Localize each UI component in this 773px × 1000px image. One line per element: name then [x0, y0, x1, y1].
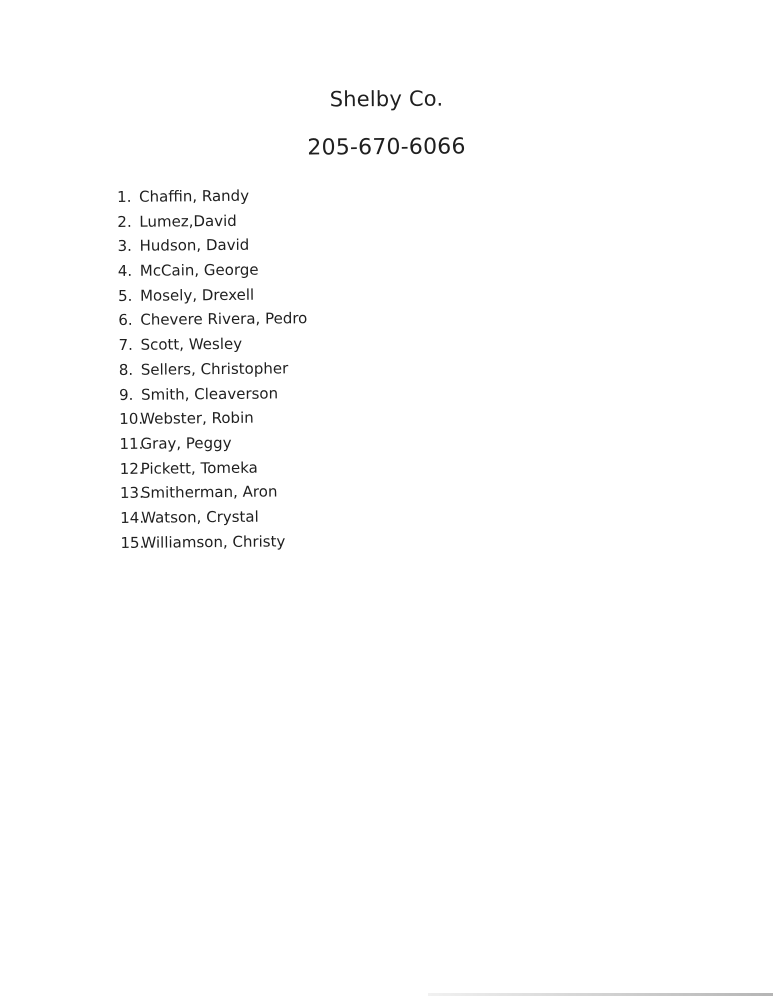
- list-item: [117, 233, 306, 260]
- list-item: [118, 331, 307, 358]
- list-item: [118, 282, 307, 309]
- person-name: Hudson, David: [139, 236, 250, 256]
- person-name: Webster, Robin: [140, 408, 254, 428]
- list-item: [120, 455, 309, 482]
- person-name: Lumez,David: [139, 211, 237, 231]
- list-number: 12.: [119, 459, 144, 478]
- list-number: 14.: [120, 508, 145, 527]
- person-name: Williamson, Christy: [141, 532, 286, 552]
- names-list: [117, 183, 310, 555]
- list-number: 7.: [118, 335, 133, 355]
- list-number: 5.: [117, 286, 133, 305]
- list-number: 3.: [117, 237, 132, 256]
- person-name: Scott, Wesley: [140, 334, 243, 354]
- list-item: [117, 208, 306, 235]
- list-item: [119, 381, 308, 408]
- person-name: Chaffin, Randy: [139, 186, 250, 206]
- list-number: 6.: [118, 311, 133, 330]
- person-name: Chevere Rivera, Pedro: [140, 309, 308, 330]
- list-item: [119, 430, 308, 457]
- list-item: [117, 183, 306, 210]
- list-number: 10.: [119, 409, 144, 429]
- list-number: 11.: [119, 434, 144, 453]
- person-name: Smitherman, Aron: [140, 482, 278, 503]
- list-item: [119, 405, 308, 432]
- phone-number: 205-670-6066: [307, 134, 466, 161]
- person-name: Sellers, Christopher: [140, 359, 289, 379]
- list-number: 2.: [117, 212, 132, 231]
- county-title: Shelby Co.: [329, 86, 444, 112]
- person-name: Smith, Cleaverson: [140, 383, 279, 404]
- list-item: [120, 504, 309, 531]
- list-number: 1.: [117, 187, 132, 206]
- list-item: [118, 307, 307, 334]
- person-name: Pickett, Tomeka: [140, 458, 258, 478]
- person-name: Mosely, Drexell: [139, 285, 255, 305]
- list-number: 8.: [118, 360, 134, 379]
- list-item: [119, 356, 308, 383]
- list-number: 4.: [117, 261, 133, 281]
- person-name: McCain, George: [139, 260, 259, 280]
- person-name: Gray, Peggy: [140, 433, 232, 453]
- scan-edge-shadow: [428, 993, 773, 996]
- list-number: 9.: [118, 385, 134, 404]
- list-item: [118, 257, 307, 284]
- list-item: [120, 529, 309, 556]
- list-number: 15.: [120, 533, 145, 552]
- list-number: 13.: [119, 484, 144, 503]
- person-name: Watson, Crystal: [141, 507, 259, 527]
- list-item: [120, 479, 309, 506]
